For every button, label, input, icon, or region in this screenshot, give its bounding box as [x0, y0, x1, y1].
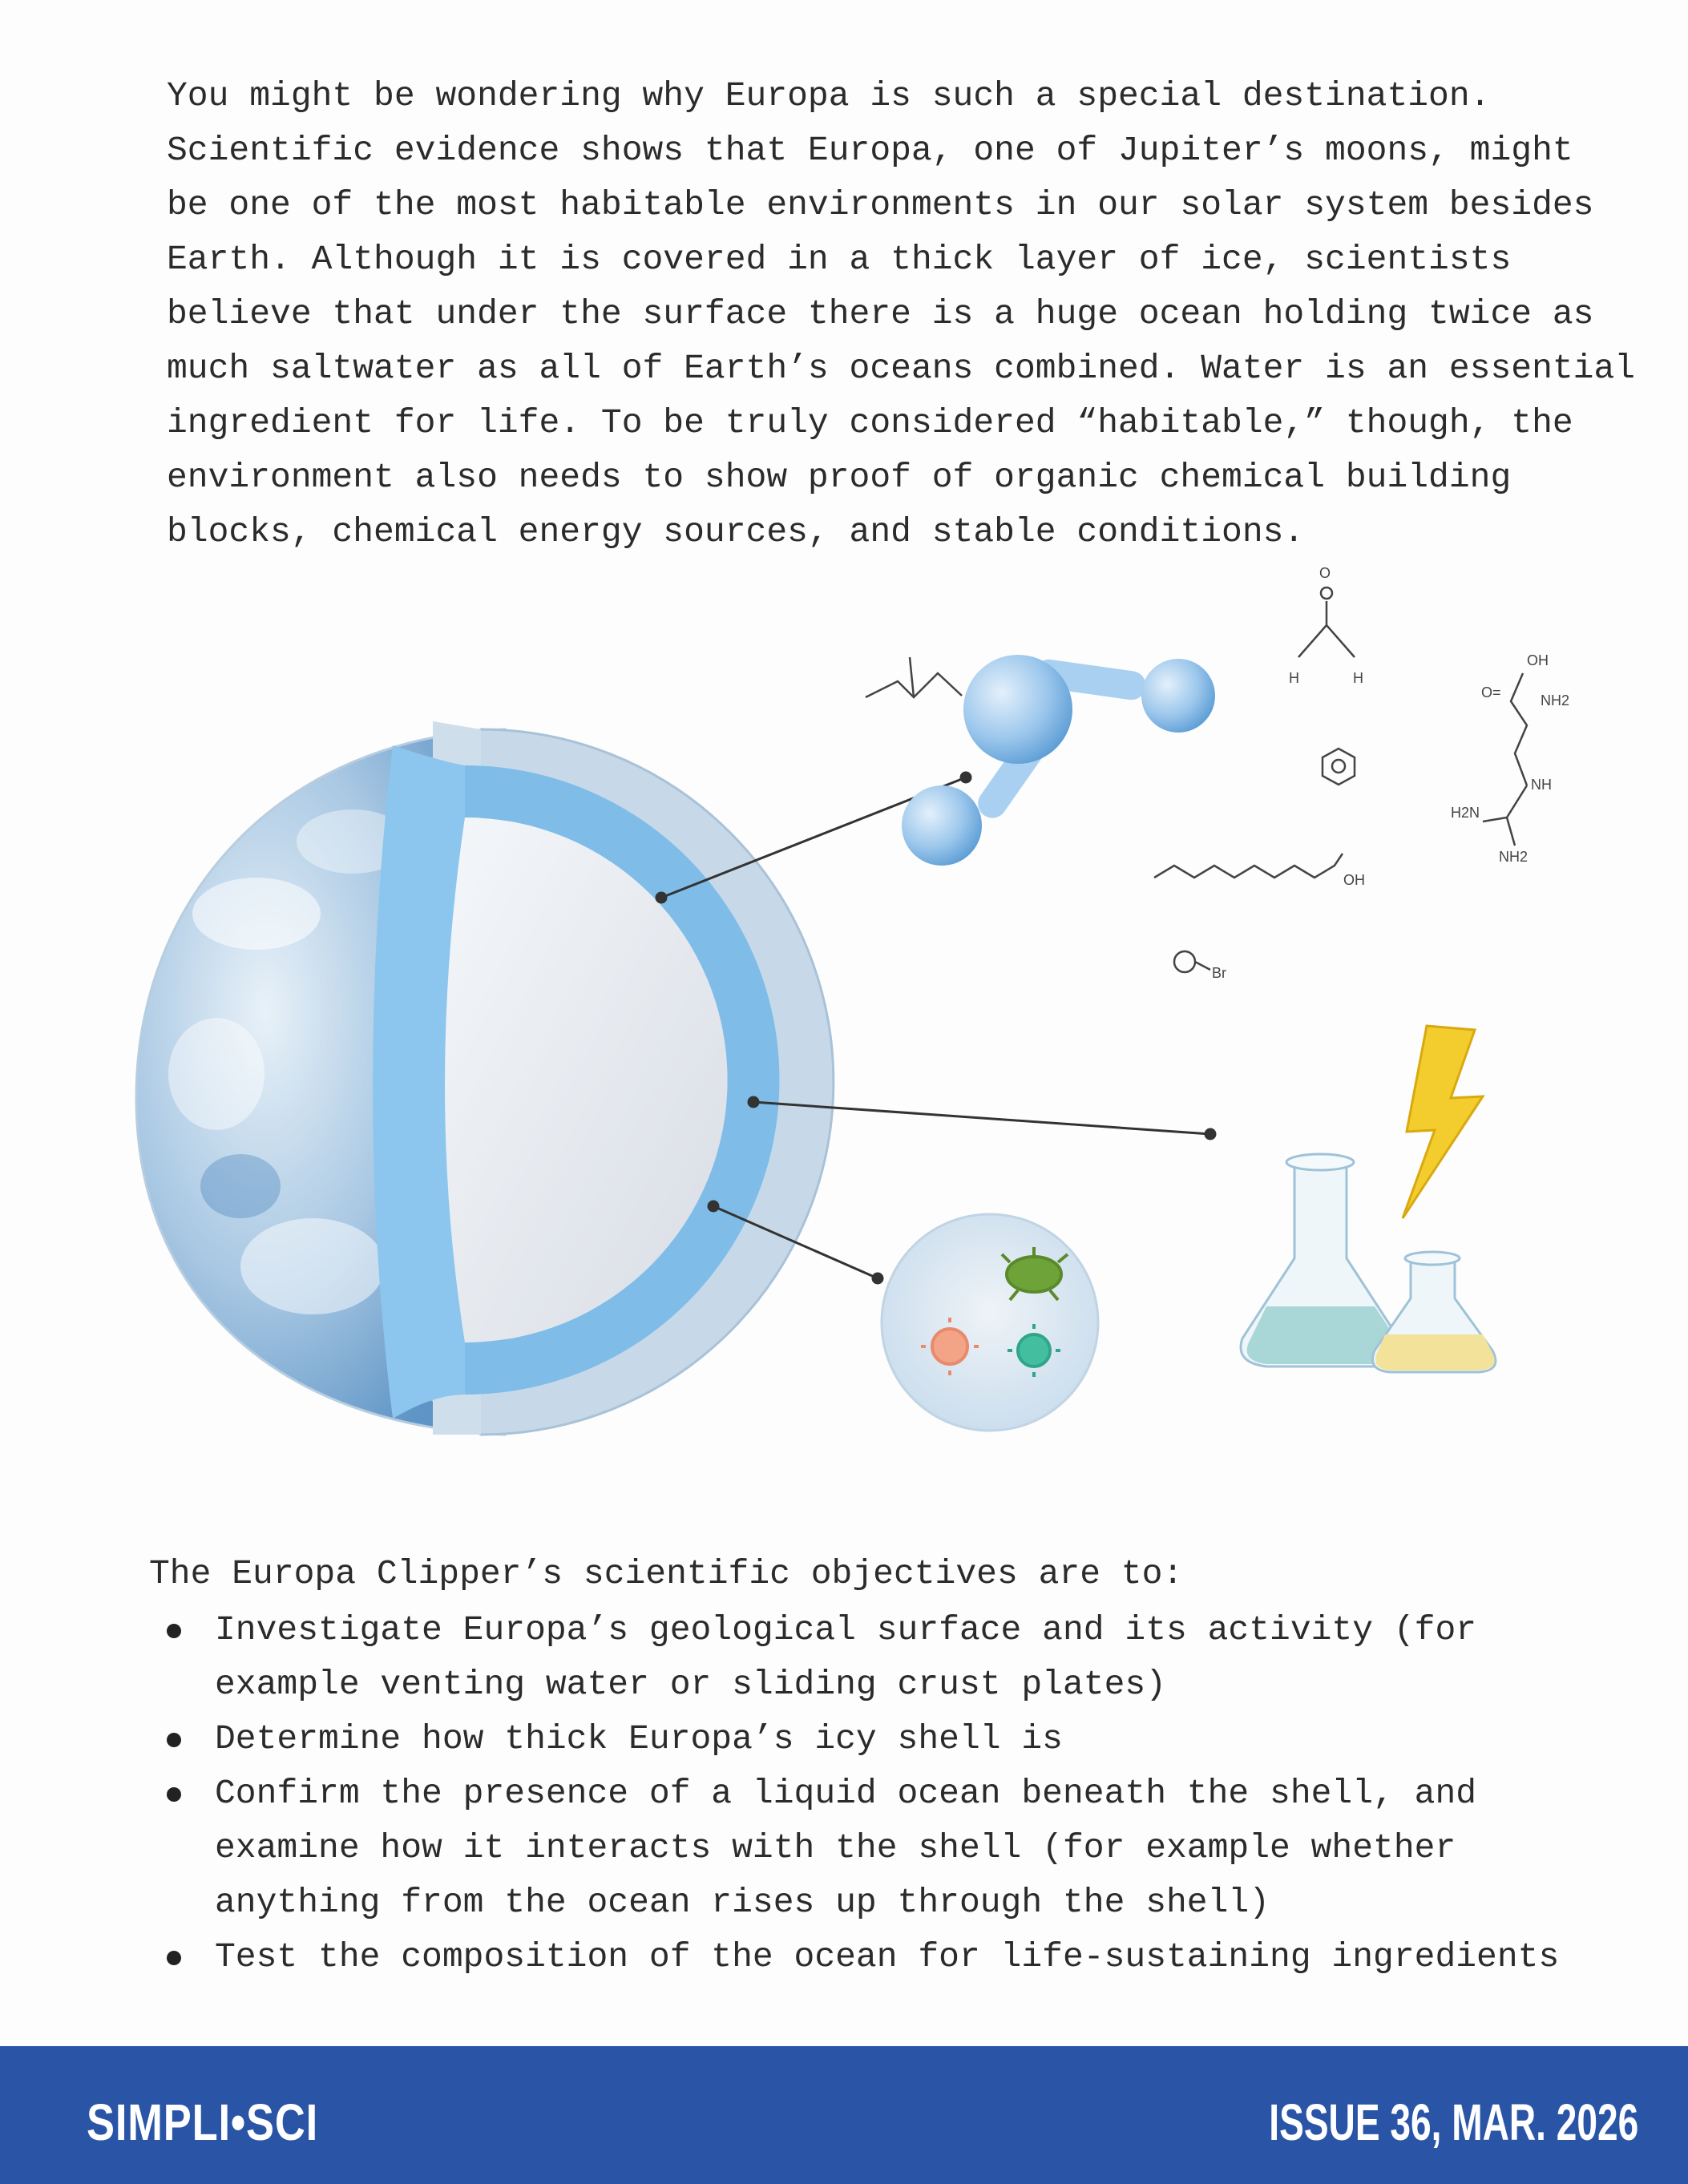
intro-line: much saltwater as all of Earth’s oceans combined. Water is an essential — [167, 349, 1636, 388]
molecule-label: H — [1289, 670, 1299, 686]
bullet-icon — [167, 1733, 181, 1747]
molecule-label: NH2 — [1499, 849, 1528, 865]
molecule-labels — [1212, 565, 1569, 981]
molecule-label: H2N — [1451, 805, 1480, 821]
list-item-line: Confirm the presence of a liquid ocean beneath the shell, and — [215, 1774, 1477, 1813]
footer-bar — [0, 2046, 1688, 2184]
objectives-heading: The Europa Clipper’s scientific objectives are to: — [149, 1554, 1184, 1593]
intro-paragraph — [167, 69, 1636, 559]
list-item-line: anything from the ocean rises up through the shell) — [215, 1883, 1270, 1922]
bullet-icon — [167, 1787, 181, 1802]
issue-label: ISSUE 36, MAR. 2026 — [1268, 2093, 1638, 2151]
intro-line: environment also needs to show proof of organic chemical building — [167, 458, 1512, 497]
intro-line: Scientific evidence shows that Europa, one of Jupiter’s moons, might — [167, 131, 1573, 170]
brand-logo: SIMPLI•SCI — [87, 2093, 318, 2151]
europa-cutaway — [136, 721, 834, 1435]
list-item — [160, 1712, 1571, 1766]
intro-line: blocks, chemical energy sources, and stable conditions. — [167, 512, 1305, 551]
molecule-label: NH — [1531, 777, 1552, 793]
intro-line: be one of the most habitable environments in our solar system besides — [167, 185, 1594, 224]
intro-line: believe that under the surface there is a huge ocean holding twice as — [167, 294, 1594, 333]
molecule-label: O — [1319, 565, 1331, 581]
lightning-bolt-icon — [1403, 1026, 1483, 1218]
intro-line: ingredient for life. To be truly considered “habitable,” though, the — [167, 403, 1573, 442]
molecule-label: OH — [1527, 652, 1549, 668]
intro-line: You might be wondering why Europa is such a special destination. — [167, 76, 1491, 115]
molecule-label: NH2 — [1541, 692, 1570, 708]
list-item — [160, 1603, 1571, 1712]
list-item — [160, 1930, 1571, 1984]
list-item-line: example venting water or sliding crust plates) — [215, 1665, 1166, 1704]
list-item-line: examine how it interacts with the shell (for example whether — [215, 1828, 1456, 1867]
molecule-label: H — [1353, 670, 1363, 686]
flasks-icon — [1241, 1154, 1496, 1372]
water-molecule — [902, 655, 1215, 866]
list-item-line: Test the composition of the ocean for life-sustaining ingredients — [215, 1937, 1560, 1976]
europa-illustration — [88, 565, 1595, 1467]
bullet-icon — [167, 1951, 181, 1965]
molecule-label: OH — [1343, 872, 1365, 888]
intro-line: Earth. Although it is covered in a thick layer of ice, scientists — [167, 240, 1512, 279]
list-item-line: Determine how thick Europa’s icy shell is — [215, 1719, 1063, 1758]
bullet-icon — [167, 1624, 181, 1638]
molecule-label: O= — [1481, 684, 1501, 700]
objectives-list — [160, 1603, 1571, 1984]
list-item-line: Investigate Europa’s geological surface and its activity (for — [215, 1610, 1477, 1649]
molecule-label: Br — [1212, 965, 1226, 981]
list-item — [160, 1766, 1571, 1930]
microbes-bubble — [882, 1214, 1098, 1431]
